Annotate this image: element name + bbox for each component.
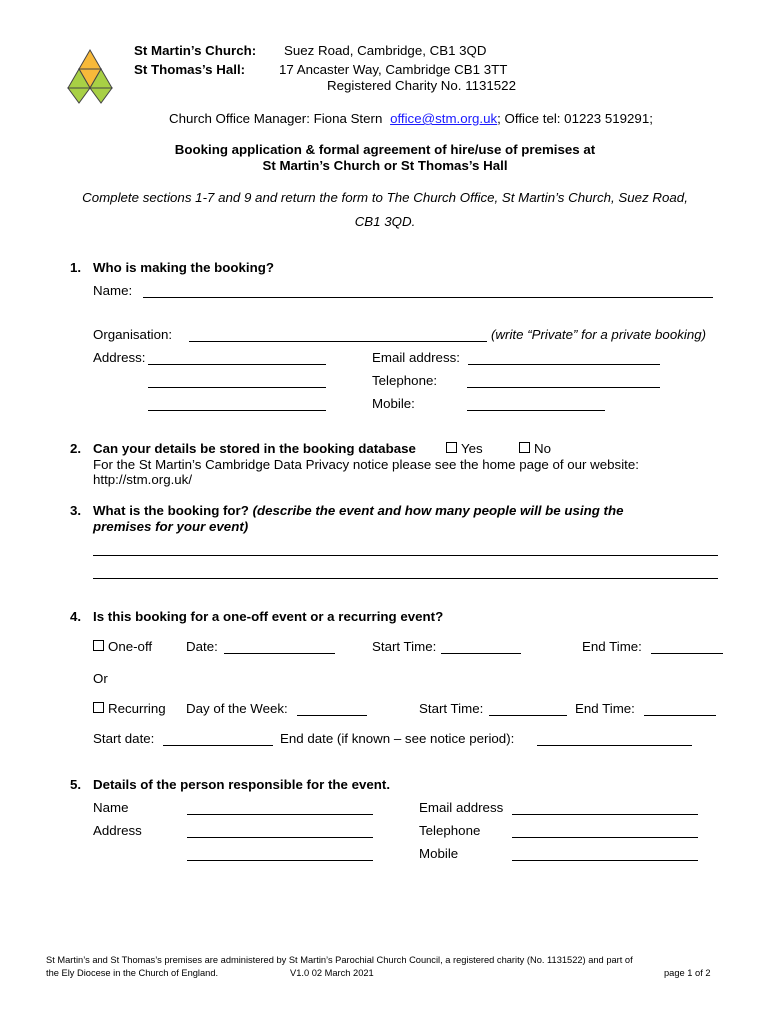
s2-website-link[interactable]: http://stm.org.uk/ — [93, 472, 193, 487]
s5-address-field-1[interactable] — [187, 837, 373, 838]
s1-org-label: Organisation: — [93, 327, 173, 342]
s4-start-date-label: Start date: — [93, 731, 155, 746]
s3-number: 3. — [70, 503, 82, 518]
s1-heading: Who is making the booking? — [93, 260, 274, 275]
s1-mobile-label: Mobile: — [372, 396, 415, 411]
s2-no-checkbox[interactable] — [519, 442, 530, 453]
s5-heading: Details of the person responsible for the event. — [93, 777, 391, 792]
s4-date-label: Date: — [186, 639, 218, 654]
s3-heading-line — [93, 503, 623, 518]
instructions-line2: CB1 3QD. — [354, 214, 416, 229]
s1-address-field-2[interactable] — [148, 387, 326, 388]
s1-address-label: Address: — [93, 350, 146, 365]
s1-address-field-1[interactable] — [148, 364, 326, 365]
s4-heading: Is this booking for a one-off event or a recurring event? — [93, 609, 444, 624]
s5-telephone-field[interactable] — [512, 837, 698, 838]
s5-address-label: Address — [93, 823, 142, 838]
s1-mobile-field[interactable] — [467, 410, 605, 411]
s5-telephone-label: Telephone — [419, 823, 481, 838]
office-email-link[interactable]: office@stm.org.uk — [390, 111, 498, 126]
s4-oneoff-option[interactable] — [93, 639, 152, 654]
s1-name-field[interactable] — [143, 297, 713, 298]
s5-address-field-2[interactable] — [187, 860, 373, 861]
s1-address-field-3[interactable] — [148, 410, 326, 411]
s4-recurring-label: Recurring — [108, 701, 166, 716]
office-contact — [169, 111, 653, 126]
footer-line1: St Martin’s and St Thomas’s premises are administered by St Martin’s Parochial Church Council, a registered charity (No. 1131522) and part of — [46, 955, 633, 965]
footer-version: V1.0 02 March 2021 — [290, 968, 374, 978]
hall-label: St Thomas’s Hall: — [134, 62, 246, 77]
s4-recurring-checkbox[interactable] — [93, 702, 104, 713]
charity-number: Registered Charity No. 1131522 — [327, 78, 516, 93]
s1-name-label: Name: — [93, 283, 133, 298]
s4-recurring-end-time-field[interactable] — [644, 715, 716, 716]
s4-end-date-label: End date (if known – see notice period): — [280, 731, 515, 746]
s4-start-time-label: Start Time: — [372, 639, 437, 654]
form-title-line1: Booking application & formal agreement of hire/use of premises at — [174, 142, 596, 157]
s2-privacy-note: For the St Martin’s Cambridge Data Privacy notice please see the home page of our website: — [93, 457, 639, 472]
s3-heading: What is the booking for? — [93, 503, 249, 518]
instructions-line1: Complete sections 1-7 and 9 and return the form to The Church Office, St Martin’s Church, Suez Road, — [82, 190, 688, 205]
s2-yes-label: Yes — [461, 441, 483, 456]
s5-email-field[interactable] — [512, 814, 698, 815]
office-manager: Church Office Manager: Fiona Stern — [169, 111, 383, 126]
church-logo-icon — [67, 48, 113, 104]
s5-email-label: Email address — [419, 800, 504, 815]
s4-recurring-end-time-label: End Time: — [575, 701, 635, 716]
s2-number: 2. — [70, 441, 82, 456]
s4-or-label: Or — [93, 671, 108, 686]
s4-end-time-label: End Time: — [582, 639, 642, 654]
s4-recurring-start-time-label: Start Time: — [419, 701, 484, 716]
s2-yes-option[interactable] — [446, 441, 483, 456]
s3-hint-1: (describe the event and how many people will be using the — [252, 503, 624, 518]
s2-no-label: No — [534, 441, 551, 456]
s1-org-hint: (write “Private” for a private booking) — [491, 327, 707, 342]
s5-name-label: Name — [93, 800, 129, 815]
s2-yes-checkbox[interactable] — [446, 442, 457, 453]
s2-heading: Can your details be stored in the booking database — [93, 441, 416, 456]
s3-description-field-2[interactable] — [93, 578, 718, 579]
church-address: Suez Road, Cambridge, CB1 3QD — [284, 43, 487, 58]
s4-recurring-start-time-field[interactable] — [489, 715, 567, 716]
s5-mobile-label: Mobile — [419, 846, 459, 861]
s4-start-time-field[interactable] — [441, 653, 521, 654]
hall-address: 17 Ancaster Way, Cambridge CB1 3TT — [279, 62, 508, 77]
s4-end-time-field[interactable] — [651, 653, 723, 654]
office-phone: ; Office tel: 01223 519291; — [497, 111, 653, 126]
s3-description-field-1[interactable] — [93, 555, 718, 556]
s4-recurring-option[interactable] — [93, 701, 166, 716]
footer-line2: the Ely Diocese in the Church of England. — [46, 968, 219, 978]
s4-oneoff-label: One-off — [108, 639, 153, 654]
s4-date-field[interactable] — [224, 653, 335, 654]
s1-email-field[interactable] — [468, 364, 660, 365]
s1-email-label: Email address: — [372, 350, 460, 365]
s4-number: 4. — [70, 609, 82, 624]
s1-telephone-label: Telephone: — [372, 373, 438, 388]
s5-mobile-field[interactable] — [512, 860, 698, 861]
s5-number: 5. — [70, 777, 82, 792]
s4-oneoff-checkbox[interactable] — [93, 640, 104, 651]
s3-hint-2: premises for your event) — [93, 519, 249, 534]
church-label: St Martin’s Church: — [134, 43, 257, 58]
s4-end-date-field[interactable] — [537, 745, 692, 746]
form-title-line2: St Martin’s Church or St Thomas’s Hall — [262, 158, 508, 173]
s4-day-of-week-label: Day of the Week: — [186, 701, 288, 716]
s1-org-field[interactable] — [189, 341, 487, 342]
s4-day-of-week-field[interactable] — [297, 715, 367, 716]
s4-start-date-field[interactable] — [163, 745, 273, 746]
s5-name-field[interactable] — [187, 814, 373, 815]
s1-number: 1. — [70, 260, 82, 275]
footer-page-number: page 1 of 2 — [664, 968, 711, 978]
s2-no-option[interactable] — [519, 441, 551, 456]
s1-telephone-field[interactable] — [467, 387, 660, 388]
